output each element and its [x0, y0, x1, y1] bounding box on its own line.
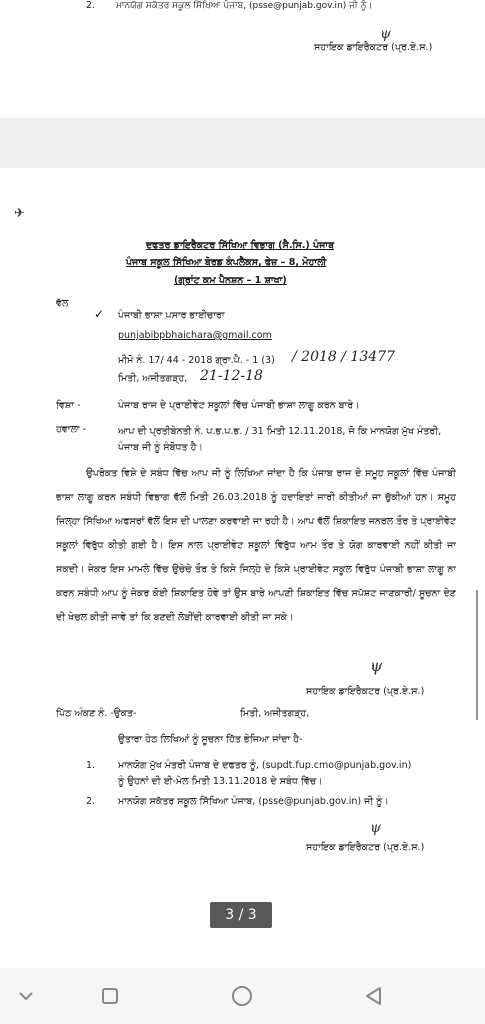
- circle-icon[interactable]: [228, 982, 256, 1010]
- subject-text: ਪੰਜਾਬ ਰਾਜ ਦੇ ਪ੍ਰਾਈਵੇਟ ਸਕੂਲਾਂ ਵਿੱਚ ਪੰਜਾਬੀ ਭਾਸ਼ਾ ਲਾਗੂ ਕਰਨ ਬਾਰੇ।: [118, 400, 360, 411]
- scan-mark-icon: ✈: [14, 206, 25, 221]
- header-line2: ਪੰਜਾਬ ਸਕੂਲ ਸਿੱਖਿਆ ਬੋਰਡ ਕੰਪਲੈਕਸ, ਫੇਜ਼ – 8, ਮੋਹਾਲੀ: [126, 257, 327, 268]
- copy-number: 1.: [86, 760, 96, 771]
- chevron-down-icon[interactable]: [12, 982, 40, 1010]
- signatory-title: ਸਹਾਇਕ ਡਾਇਰੈਕਟਰ (ਪ੍ਰ.ਏ.ਸ.): [314, 42, 433, 53]
- copy-line: ਮਾਨਯੋਗ ਮੁੱਖ ਮੰਤਰੀ ਪੰਜਾਬ ਦੇ ਦਫਤਰ ਨੂੰ, (supdt.fup.cmo@punjab.gov.in): [118, 760, 412, 771]
- to-label: ਵੱਲ: [56, 298, 69, 309]
- list-item-text: ਮਾਨਯੋਗ ਸਕੱਤਰ ਸਕੂਲ ਸਿੱਖਿਆ ਪੰਜਾਬ, (psse@punjab.gov.in) ਜੀ ਨੂੰ।: [116, 1, 373, 11]
- signatory-title: ਸਹਾਇਕ ਡਾਇਰੈਕਟਰ (ਪ੍ਰ.ਏ.ਸ.): [306, 842, 425, 853]
- recipient-name: ਪੰਜਾਬੀ ਭਾਸ਼ਾ ਪਸਾਰ ਭਾਈਚਾਰਾ: [118, 310, 225, 321]
- copy-line: ਨੂੰ ਉਹਨਾਂ ਦੀ ਈ-ਮੇਲ ਮਿਤੀ 13.11.2018 ਦੇ ਸਬੰਧ ਵਿੱਚ।: [118, 776, 323, 787]
- reference-label: ਹਵਾਲਾ -: [56, 424, 87, 435]
- signature-icon: ψ: [380, 26, 391, 42]
- tick-mark-icon: ✓: [94, 307, 105, 321]
- header-line3: (ਗ੍ਰਾਂਟ ਕਮ ਪੈਨਸ਼ਨ – 1 ਸ਼ਾਖਾ): [174, 275, 287, 286]
- document-page-previous: [0, 0, 485, 118]
- header-line1: ਦਫਤਰ ਡਾਇਰੈਕਟਰ ਸਿੱਖਿਆ ਵਿਭਾਗ (ਸੈ.ਸਿ.) ਪੰਜਾਬ: [146, 240, 335, 251]
- memo-number: ਮੀਮੋ ਨੰ. 17/ 44 - 2018 ਗ੍ਰਾ.ਪੈ. - 1 (3): [118, 355, 275, 366]
- date-label: ਮਿਤੀ, ਅਜੀਤਗੜ੍ਹ,: [118, 373, 188, 384]
- copy-number: 2.: [86, 796, 96, 807]
- date-handwritten: 21-12-18: [200, 368, 263, 384]
- reference-text: ਆਪ ਦੀ ਪ੍ਰਤੀਬੇਨਤੀ ਨੰ. ਪ.ਭ.ਪ.ਭ. / 31 ਮਿਤੀ 12.11.2018, ਜੋ ਕਿ ਮਾਨਯੋਗ ਮੁੱਖ ਮੰਤਰੀ, ਪੰਜਾਬ ਜੀ ਨੂੰ ਸੰਬੋਧਤ ਹੈ।: [118, 426, 442, 453]
- navigation-bar: [0, 968, 485, 1024]
- endorsement-label: ਪਿੱਠ ਅੰਕਣ ਨੰ. -ਉਕਤ-: [56, 708, 137, 719]
- scrollbar[interactable]: [476, 590, 478, 720]
- copy-intro: ਉਤਾਰਾ ਹੇਠ ਲਿਖਿਆਂ ਨੂੰ ਸੂਚਨਾ ਹਿੱਤ ਭੇਜਿਆ ਜਾਂਦਾ ਹੈ-: [118, 734, 303, 745]
- square-icon[interactable]: [96, 982, 124, 1010]
- copy-line: ਮਾਨਯੋਗ ਸਕੱਤਰ ਸਕੂਲ ਸਿੱਖਿਆ ਪੰਜਾਬ, (psse@punjab.gov.in) ਜੀ ਨੂੰ।: [118, 796, 389, 807]
- list-item-number: 2.: [86, 0, 96, 11]
- memo-handwritten: / 2018 / 13477: [292, 349, 395, 365]
- document-page: [0, 168, 485, 968]
- page-indicator: 3 / 3: [210, 902, 272, 928]
- endorsement-date: ਮਿਤੀ, ਅਜੀਤਗੜ੍ਹ,: [240, 708, 310, 719]
- recipient-email: punjabibpbhaichara@gmail.com: [118, 330, 272, 341]
- triangle-back-icon[interactable]: [360, 982, 388, 1010]
- body-paragraph: ਉਪਰੋਕਤ ਵਿਸ਼ੇ ਦੇ ਸਬੰਧ ਵਿੱਚ ਆਪ ਜੀ ਨੂੰ ਲਿਖਿਆ ਜਾਂਦਾ ਹੈ ਕਿ ਪੰਜਾਬ ਰਾਜ ਦੇ ਸਮੂਹ ਸਕੂਲਾਂ ਵਿੱਚ ਪੰਜਾਬੀ ਭਾਸ਼ਾ ਲਾਗੂ ਕਰਨ ਸਬੰਧੀ ਵਿਭਾਗ ਵੱਲੋਂ ਮਿਤੀ 26.03.2018 ਨੂੰ ਹਦਾਇਤਾਂ ਜਾਰੀ ਕੀਤੀਆਂ ਜਾ ਚੁੱਕੀਆਂ ਹਨ। ਸਮੂਹ ਜਿਲ੍ਹਾ ਸਿੱਖਿਆ ਅਫਸਰਾਂ ਵੱਲੋਂ ਇਸ ਦੀ ਪਾਲਣਾ ਕਰਵਾਈ ਜਾ ਰਹੀ ਹੈ। ਆਪ ਵੱਲੋਂ ਸ਼ਿਕਾਇਤ ਜਨਰਲ ਤੌਰ ਤੇ ਪ੍ਰਾਈਵੇਟ ਸਕੂਲਾਂ ਵਿਰੁੱਧ ਕੀਤੀ ਗਈ ਹੈ। ਇਸ ਨਾਲ ਪ੍ਰਾਈਵੇਟ ਸਕੂਲਾਂ ਵਿਰੁੱਧ ਆਮ ਤੌਰ ਤੇ ਯੋਗ ਕਾਰਵਾਈ ਨਹੀਂ ਕੀਤੀ ਜਾ ਸਕਦੀ। ਜੇਕਰ ਇਸ ਮਾਮਲੇ ਵਿੱਚ ਉਚੇਚੇ ਤੌਰ ਤੇ ਕਿਸੇ ਜਿਲ੍ਹੇ ਦੇ ਕਿਸੇ ਪ੍ਰਾਈਵੇਟ ਸਕੂਲ ਵਿਰੁੱਧ ਪੰਜਾਬੀ ਭਾਸ਼ਾ ਲਾਗੂ ਨਾ ਕਰਨ ਸਬੰਧੀ ਆਪ ਨੂੰ ਜੇਕਰ ਕੋਈ ਸ਼ਿਕਾਇਤ ਹੋਵੇ ਤਾਂ ਉਸ ਬਾਰੇ ਆਪਣੀ ਸ਼ਿਕਾਇਤ ਵਿੱਚ ਸਪੱਸ਼ਟ ਜਾਣਕਾਰੀ/ ਸੂਚਨਾ ਦੇਣ ਦੀ ਖੇਚਲ ਕੀਤੀ ਜਾਵੇ ਤਾਂ ਕਿ ਬਣਦੀ ਲੋੜੀਂਦੀ ਕਾਰਵਾਈ ਕੀਤੀ ਜਾ ਸਕੇ।: [56, 468, 456, 623]
- subject-label: ਵਿਸ਼ਾ -: [56, 400, 81, 411]
- signatory-title: ਸਹਾਇਕ ਡਾਇਰੈਕਟਰ (ਪ੍ਰ.ਏ.ਸ.): [306, 686, 425, 697]
- signature-icon: ψ: [370, 820, 381, 836]
- signature-icon: ψ: [370, 656, 383, 675]
